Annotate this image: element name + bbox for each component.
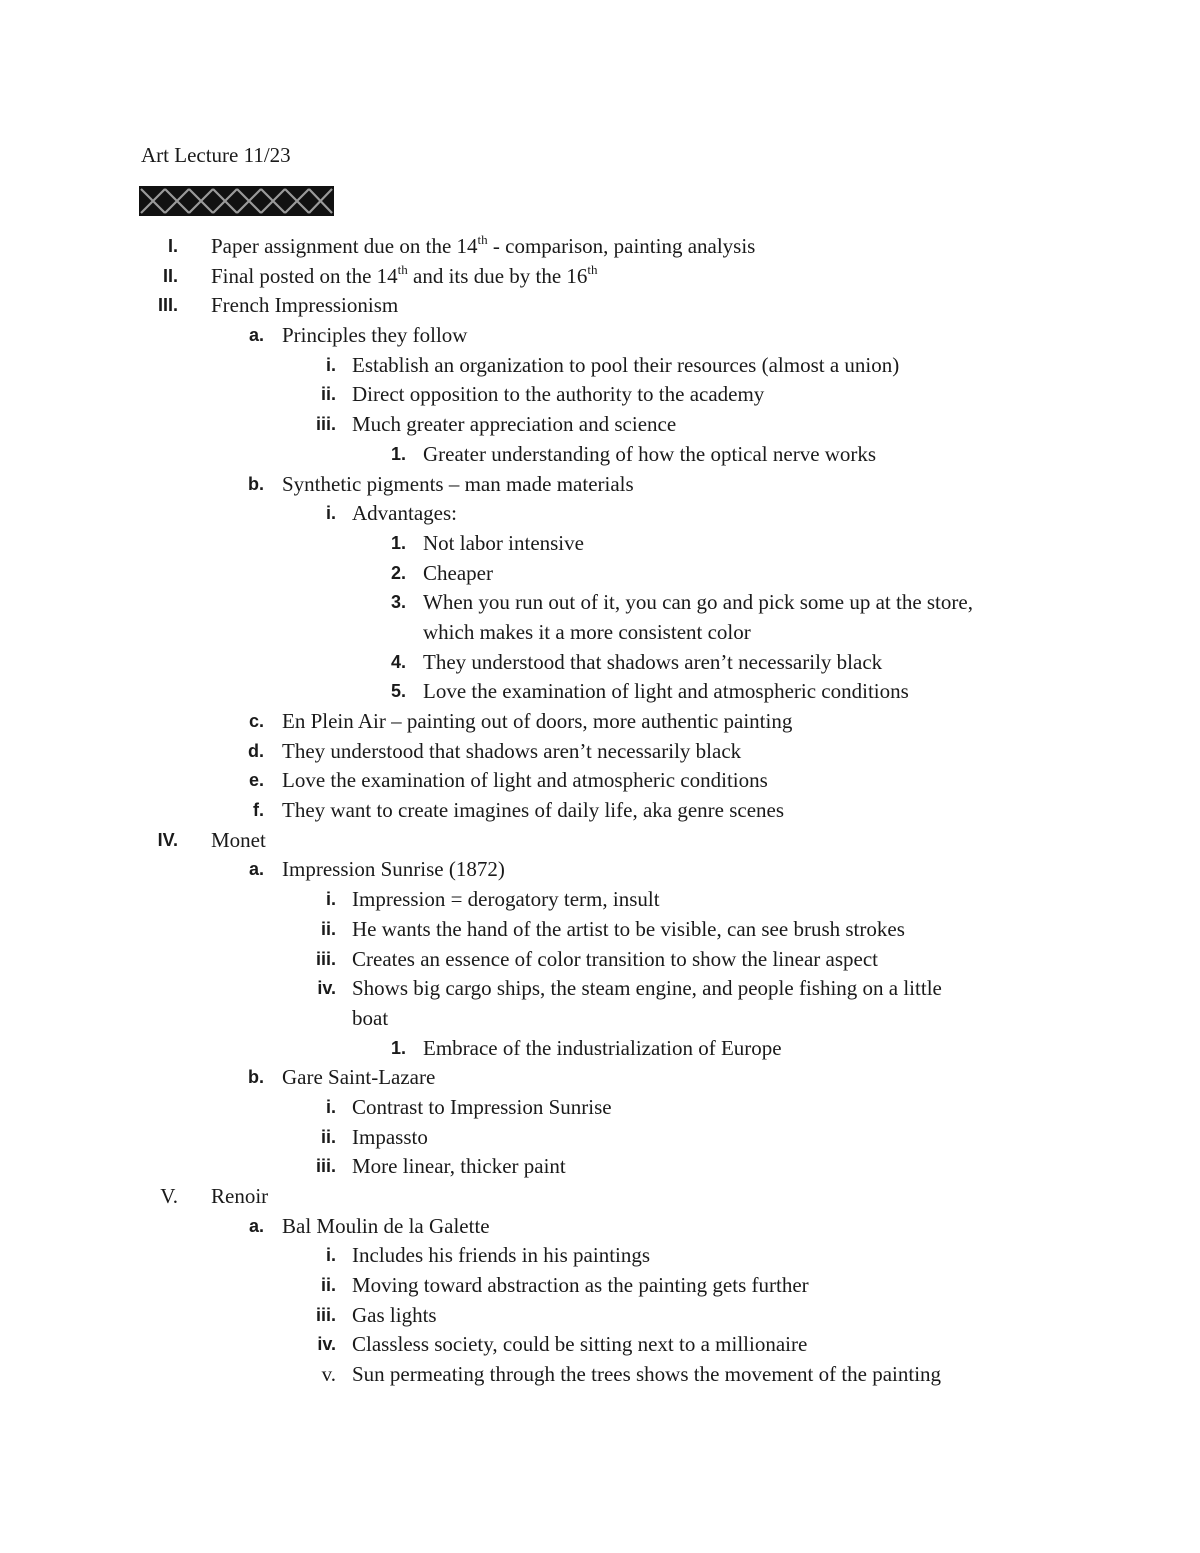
outline-marker: 1. [390,1037,406,1058]
outline-marker: i. [325,503,336,524]
ordinal-suffix: th [587,261,598,277]
outline-text: Embrace of the industrialization of Europe [423,1035,782,1060]
outline-text: Impression Sunrise (1872) [282,857,505,882]
outline-text: Greater understanding of how the optical nerve works [423,441,877,466]
ordinal-suffix: th [477,232,488,247]
outline-item [0,410,1200,440]
outline-text: Creates an essence of color transition to show the linear aspect [352,946,878,971]
outline-text [211,232,755,262]
outline-text: Moving toward abstraction as the painting gets further [352,1273,809,1298]
outline-item [0,945,1200,975]
outline-item [0,499,1200,529]
outline-marker: iv. [317,978,336,999]
outline-item [0,559,1200,589]
outline-item [0,737,1200,767]
outline-item [0,291,1200,321]
outline-text: En Plein Air – painting out of doors, more authentic painting [282,709,793,733]
outline-item [0,262,1200,292]
outline-item [0,796,1200,826]
outline-text-part: Paper assignment due on the 14 [211,234,478,258]
outline-text: Monet [211,827,266,852]
outline-marker: e. [248,770,264,791]
outline-marker: v. [321,1362,336,1387]
outline-item [0,648,1200,678]
outline-text: Bal Moulin de la Galette [282,1213,490,1238]
outline-item [0,677,1200,707]
outline-text: They understood that shadows aren’t necessarily black [423,649,883,674]
outline-text: which makes it a more consistent color [423,619,751,644]
outline-item [0,321,1200,351]
outline-marker: c. [248,711,264,731]
outline-marker: I. [167,236,178,256]
outline-text: Includes his friends in his paintings [352,1243,651,1268]
outline-marker: iii. [315,1304,336,1325]
outline-marker: ii. [320,1126,336,1147]
outline-marker: 1. [390,443,406,464]
outline-item [0,707,1200,737]
outline-item [0,1123,1200,1153]
outline-item [0,380,1200,410]
outline-item [0,529,1200,559]
outline-text-part: - comparison, painting analysis [487,234,756,258]
outline-marker: ii. [320,384,336,405]
outline-item [0,1212,1200,1242]
outline-item [0,826,1200,856]
outline-marker: 1. [390,532,406,553]
outline-item [0,351,1200,381]
outline-marker: ii. [320,1275,336,1296]
outline-text: boat [352,1005,389,1030]
outline-text: Impression = derogatory term, insult [352,887,660,912]
outline-text: Renoir [211,1184,269,1208]
outline-item [0,1301,1200,1331]
outline-text: Sun permeating through the trees shows the movement of the painting [352,1362,942,1387]
outline-item [0,1063,1200,1093]
outline-marker: i. [325,1096,336,1117]
outline-item [0,618,1200,648]
outline-marker: 3. [390,592,406,613]
outline-item [0,1004,1200,1034]
outline-marker: 4. [390,651,406,672]
outline-item [0,1182,1200,1212]
outline-text: Establish an organization to pool their resources (almost a union) [352,352,900,377]
outline-marker: a. [248,325,264,346]
outline-marker: iii. [315,948,336,969]
outline-text: Shows big cargo ships, the steam engine, and people fishing on a little [352,976,942,1001]
outline-text: Cheaper [423,560,493,585]
outline-marker: a. [248,859,264,880]
outline-marker: iii. [315,414,336,435]
outline-item [0,1093,1200,1123]
outline-item [0,1271,1200,1301]
outline-item [0,855,1200,885]
outline-item [0,232,1200,262]
outline-item [0,470,1200,500]
redaction-block [139,186,334,216]
outline-text: Advantages: [352,501,457,526]
outline-item [0,1034,1200,1064]
outline-marker: i. [325,1245,336,1266]
outline-marker: iii. [315,1156,336,1177]
outline-list [0,232,1200,1390]
outline-text: French Impressionism [211,293,399,318]
outline-text: Gas lights [352,1302,437,1327]
outline-text: Love the examination of light and atmospheric conditions [423,679,909,704]
outline-marker: d. [248,740,264,761]
outline-text: When you run out of it, you can go and pick some up at the store, [423,590,973,615]
outline-item [0,1241,1200,1271]
outline-text [211,262,598,292]
outline-text: More linear, thicker paint [352,1154,566,1179]
outline-item [0,885,1200,915]
outline-text: Direct opposition to the authority to the academy [352,382,765,407]
outline-marker: i. [325,889,336,910]
outline-marker: i. [325,354,336,375]
outline-marker: b. [248,1067,264,1088]
ordinal-suffix: th [397,261,408,277]
outline-text: They want to create imagines of daily life, aka genre scenes [282,798,785,823]
outline-text: He wants the hand of the artist to be visible, can see brush strokes [352,916,905,941]
outline-text: Much greater appreciation and science [352,412,677,437]
outline-marker: 2. [390,562,406,583]
outline-marker: III. [157,295,178,316]
outline-item [0,974,1200,1004]
outline-marker: IV. [157,829,178,850]
outline-item [0,588,1200,618]
outline-text: Impassto [352,1124,428,1149]
outline-item [0,1330,1200,1360]
outline-text: They understood that shadows aren’t necessarily black [282,738,742,763]
outline-text-part: and its due by the 16 [407,263,588,288]
outline-marker: V. [160,1184,178,1208]
outline-item [0,1152,1200,1182]
outline-text: Synthetic pigments – man made materials [282,471,634,496]
outline-marker: 5. [390,681,406,702]
outline-marker: f. [253,800,264,821]
document-title: Art Lecture 11/23 [141,143,291,167]
outline-marker: iv. [317,1334,336,1355]
outline-item [0,440,1200,470]
outline-text: Not labor intensive [423,530,584,555]
outline-text: Gare Saint-Lazare [282,1065,436,1090]
outline-marker: ii. [320,918,336,939]
outline-item [0,766,1200,796]
outline-marker: II. [162,265,178,286]
outline-text: Contrast to Impression Sunrise [352,1094,612,1119]
outline-text: Principles they follow [282,323,468,348]
outline-item [0,1360,1200,1390]
outline-item [0,915,1200,945]
outline-text: Classless society, could be sitting next to a millionaire [352,1332,808,1357]
outline-text: Love the examination of light and atmospheric conditions [282,768,768,793]
outline-text-part: Final posted on the 14 [211,263,398,288]
outline-marker: a. [248,1215,264,1236]
outline-marker: b. [248,473,264,494]
